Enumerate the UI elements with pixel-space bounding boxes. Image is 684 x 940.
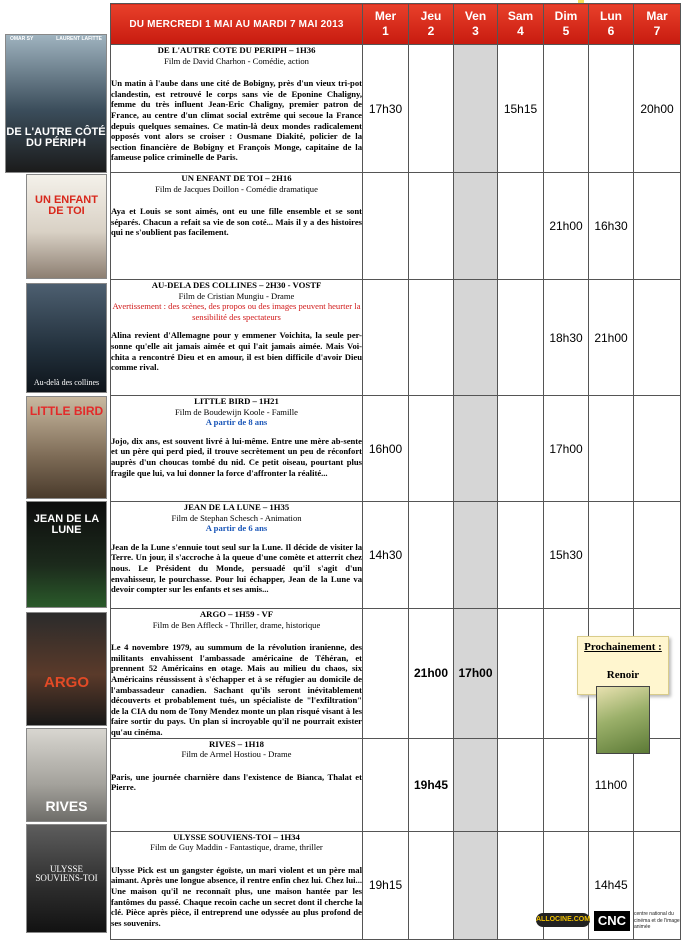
film-details: Film de Armel Hostiou - Drame xyxy=(181,749,292,760)
film-details: Film de David Charhon - Comédie, action xyxy=(164,55,309,66)
showtime-cell xyxy=(363,609,409,739)
showtime-cell xyxy=(409,831,454,939)
film-title: ULYSSE SOUVIENS-TOI – 1H34 xyxy=(173,831,300,842)
day-number: 3 xyxy=(472,24,479,38)
poster-jeanlune-title: JEAN DE LA LUNE xyxy=(33,513,100,536)
showtime-cell xyxy=(589,45,634,173)
film-title: ARGO – 1H59 - VF xyxy=(199,609,274,619)
showtime-cell: 20h00 xyxy=(634,45,681,173)
film-description xyxy=(111,831,363,939)
showtime-cell: 17h30 xyxy=(363,45,409,173)
showtime-cell xyxy=(544,738,589,831)
poster-jeanlune xyxy=(26,501,107,608)
poster-periph-title: DE L'AUTRE CÔTÉ DU PÉRIPH xyxy=(6,126,106,149)
showtime-cell: 21h00 xyxy=(589,280,634,396)
film-synopsis: Jojo, dix ans, est souvent livré à lui-même. Entre une mère ab-sente et un père qui perd pied, il trouve secrètement un peu de réconfort auprès d'un choucas tombé du nid. Ce petit oiseau, pourtant plus fragile que lui, va lui donner la force d'affronter la réalité... xyxy=(111,435,362,478)
poster-rives-title: RIVES xyxy=(45,798,88,814)
showtime-cell xyxy=(409,173,454,280)
showtime-cell: 16h30 xyxy=(589,173,634,280)
film-details: Film de Jacques Doillon - Comédie dramatique xyxy=(155,183,318,194)
showtime-cell xyxy=(634,502,681,609)
showtime-cell: 17h00 xyxy=(544,396,589,502)
poster-argo-title: ARGO xyxy=(44,674,89,691)
poster-column xyxy=(0,0,110,937)
film-title: DE L'AUTRE COTE DU PERIPH – 1H36 xyxy=(157,45,316,55)
showtime-cell: 18h30 xyxy=(544,280,589,396)
film-row xyxy=(111,45,681,173)
day-number: 7 xyxy=(653,24,661,38)
film-description xyxy=(111,502,363,609)
showtime-cell xyxy=(454,280,498,396)
poster-periph xyxy=(5,34,107,173)
showtime-cell xyxy=(498,396,544,502)
poster-littlebird-title: LITTLE BIRD xyxy=(29,404,104,418)
film-synopsis: Ulysse Pick est un gangster égoïste, un mari violent et un père mal aimant. Après une longue absence, il rentre enfin chez lui. Chez lui... Une maison qu'il ne reconnaît plus, une maison hantée par les fantômes du passé. Chaque recoin cache un secret dont il cherche la clé. Pièce après pièce, il entreprend une odyssée au plus profond de ses souvenirs. xyxy=(111,864,362,928)
film-description xyxy=(111,173,363,280)
showtime-cell xyxy=(363,280,409,396)
showtime-cell: 19h45 xyxy=(409,738,454,831)
film-details: Film de Guy Maddin - Fantastique, drame, thriller xyxy=(150,842,323,853)
day-header-mar xyxy=(634,4,681,45)
showtime-cell xyxy=(409,396,454,502)
poster-littlebird xyxy=(26,396,107,499)
day-number: 4 xyxy=(517,24,524,38)
showtime-cell: 19h15 xyxy=(363,831,409,939)
showtime-cell xyxy=(409,280,454,396)
film-synopsis: Alina revient d'Allemagne pour y emmener Voichita, la seule per-sonne qu'elle ait jamais aimée et qui l'ait jamais aimée. Mais Voi-chita a rencontré Dieu et en amour, il est bien difficile d'avoir Dieu comme rival. xyxy=(111,330,362,373)
showtime-cell xyxy=(454,502,498,609)
showtime-cell: 14h30 xyxy=(363,502,409,609)
showtime-cell xyxy=(409,502,454,609)
period-header: DU MERCREDI 1 MAI AU MARDI 7 MAI 2013 xyxy=(111,4,363,45)
day-name: Lun xyxy=(600,9,622,23)
poster-enfant xyxy=(26,174,107,279)
showtime-cell xyxy=(589,502,634,609)
schedule-table xyxy=(110,3,681,940)
day-header-jeu xyxy=(409,4,454,45)
film-row xyxy=(111,738,681,831)
day-name: Jeu xyxy=(420,9,442,23)
film-details: Film de Boudewijn Koole - Famille xyxy=(175,406,298,417)
film-description xyxy=(111,609,363,739)
film-description xyxy=(111,280,363,396)
film-synopsis: Paris, une journée charnière dans l'existence de Bianca, Thalat et Pierre. xyxy=(111,771,362,793)
showtime-cell xyxy=(634,280,681,396)
day-header-lun xyxy=(589,4,634,45)
showtime-cell xyxy=(544,45,589,173)
day-name: Dim xyxy=(554,9,578,23)
day-number: 5 xyxy=(562,24,570,38)
film-description xyxy=(111,45,363,173)
film-synopsis: Aya et Louis se sont aimés, ont eu une fille ensemble et se sont séparés. Chacun a refait sa vie de son coté... Mais il y a des histoires qui ne s'oublient pas facilement. xyxy=(111,206,362,238)
showtime-cell xyxy=(363,738,409,831)
film-warning: Avertissement : des scènes, des propos ou des images peuvent heurter la sensibilité des spectateurs xyxy=(112,301,361,322)
film-age: A partir de 8 ans xyxy=(205,417,268,428)
cnc-logo: CNC xyxy=(594,911,630,931)
film-row xyxy=(111,173,681,280)
showtime-cell: 16h00 xyxy=(363,396,409,502)
poster-ulysse-title: ULYSSE SOUVIENS-TOI xyxy=(35,864,98,883)
film-synopsis: Jean de la Lune s'ennuie tout seul sur la Lune. Il décide de visiter la Terre. Un jour, il s'accroche à la queue d'une comète et atterrit chez nous. Le Président du Monde, persuadé qu'il s'agit d'un envahisseur, le pourchasse. Pour lui échapper, Jean de la Lune va devoir compter sur les enfants et ses amis... xyxy=(111,541,362,595)
showtime-cell xyxy=(589,396,634,502)
day-header-mer xyxy=(363,4,409,45)
day-number: 6 xyxy=(607,24,615,38)
poster-rives xyxy=(26,728,107,822)
day-number: 1 xyxy=(382,24,389,38)
film-details: Film de Cristian Mungiu - Drame xyxy=(178,290,295,301)
day-header-ven xyxy=(454,4,498,45)
poster-periph-actor-1: OMAR SY xyxy=(10,36,34,42)
coming-soon-label: Prochainement : xyxy=(584,641,662,653)
showtime-cell xyxy=(454,45,498,173)
film-description xyxy=(111,738,363,831)
poster-periph-actor-2: LAURENT LAFITTE xyxy=(56,36,102,42)
showtime-cell: 11h00 xyxy=(589,738,634,831)
showtime-cell: 21h00 xyxy=(409,609,454,739)
poster-collines xyxy=(26,283,107,393)
showtime-cell xyxy=(454,173,498,280)
film-synopsis: Le 4 novembre 1979, au summum de la révolution iranienne, des militants envahissent l'ambassade américaine de Téhéran, et prennent 52 Américains en otage. Mais au milieu du chaos, six Américains réussissent à s'échapper et à se réfugier au domicile de l'ambassadeur canadien. Sachant qu'ils seront inévitablement découverts et probablement tués, un spécialiste de "l'exfiltration" de la CIA du nom de Tony Mendez monte un plan risqué visant à les faire sortir du pays. Un plan si incroyable qu'il ne pourrait exister qu'au cinéma. xyxy=(111,642,362,737)
day-name: Ven xyxy=(464,9,487,23)
day-header-dim xyxy=(544,4,589,45)
film-synopsis: Un matin à l'aube dans une cité de Bobigny, près d'un vieux tri-pot clandestin, est retrouvé le corps sans vie de Eponine Chaligny, femme du très influent Jean-Eric Chaligny, premier patron de France, au centre d'un climat social extrême qui secoue la France depuis quelques semaines. Ce matin-là deux mondes radicalement opposés vont alors se croiser : Ousmane Diakité, policier de la section financière de Bobigny et François Monge, capitaine de la fameuse police criminelle de Paris. xyxy=(111,78,362,163)
showtime-cell xyxy=(409,45,454,173)
film-details: Film de Ben Affleck - Thriller, drame, historique xyxy=(152,619,321,630)
cnc-caption: centre national du cinéma et de l'image animée xyxy=(634,911,680,930)
film-age: A partir de 6 ans xyxy=(205,523,268,534)
showtime-cell xyxy=(498,502,544,609)
poster-enfant-title: UN ENFANT DE TOI xyxy=(35,194,98,217)
showtime-cell: 17h00 xyxy=(454,609,498,739)
coming-soon-title: Renoir xyxy=(606,669,640,681)
showtime-cell xyxy=(454,738,498,831)
day-number: 2 xyxy=(427,24,435,38)
poster-argo xyxy=(26,612,107,726)
showtime-cell xyxy=(634,396,681,502)
day-name: Mar xyxy=(646,9,668,23)
showtime-cell xyxy=(498,280,544,396)
showtime-cell: 14h45 xyxy=(589,831,634,939)
film-details: Film de Stephan Schesch - Animation xyxy=(171,512,302,523)
film-description xyxy=(111,396,363,502)
showtime-cell xyxy=(454,831,498,939)
logos xyxy=(534,911,682,931)
showtime-cell xyxy=(454,396,498,502)
film-title: UN ENFANT DE TOI – 2H16 xyxy=(181,173,292,183)
showtime-cell xyxy=(498,609,544,739)
day-name: Mer xyxy=(374,9,397,23)
showtime-cell xyxy=(498,738,544,831)
film-title: RIVES – 1H18 xyxy=(208,738,265,749)
poster-collines-title: Au-delà des collines xyxy=(33,378,100,387)
film-row xyxy=(111,280,681,396)
film-title: JEAN DE LA LUNE – 1H35 xyxy=(183,502,290,512)
day-header-sam xyxy=(498,4,544,45)
film-title: LITTLE BIRD – 1H21 xyxy=(194,396,279,406)
header-row xyxy=(111,4,681,45)
showtime-cell: 21h00 xyxy=(544,173,589,280)
film-row xyxy=(111,396,681,502)
day-name: Sam xyxy=(507,9,534,23)
poster-ulysse xyxy=(26,824,107,933)
film-row xyxy=(111,502,681,609)
renoir-poster xyxy=(596,686,650,754)
showtime-cell: 15h30 xyxy=(544,502,589,609)
film-title: AU-DELA DES COLLINES – 2H30 - VOSTF xyxy=(151,280,322,290)
showtime-cell xyxy=(363,173,409,280)
showtime-cell xyxy=(634,173,681,280)
showtime-cell xyxy=(498,173,544,280)
showtime-cell: 15h15 xyxy=(498,45,544,173)
allocine-logo: ALLOCINE.COM xyxy=(536,913,590,927)
